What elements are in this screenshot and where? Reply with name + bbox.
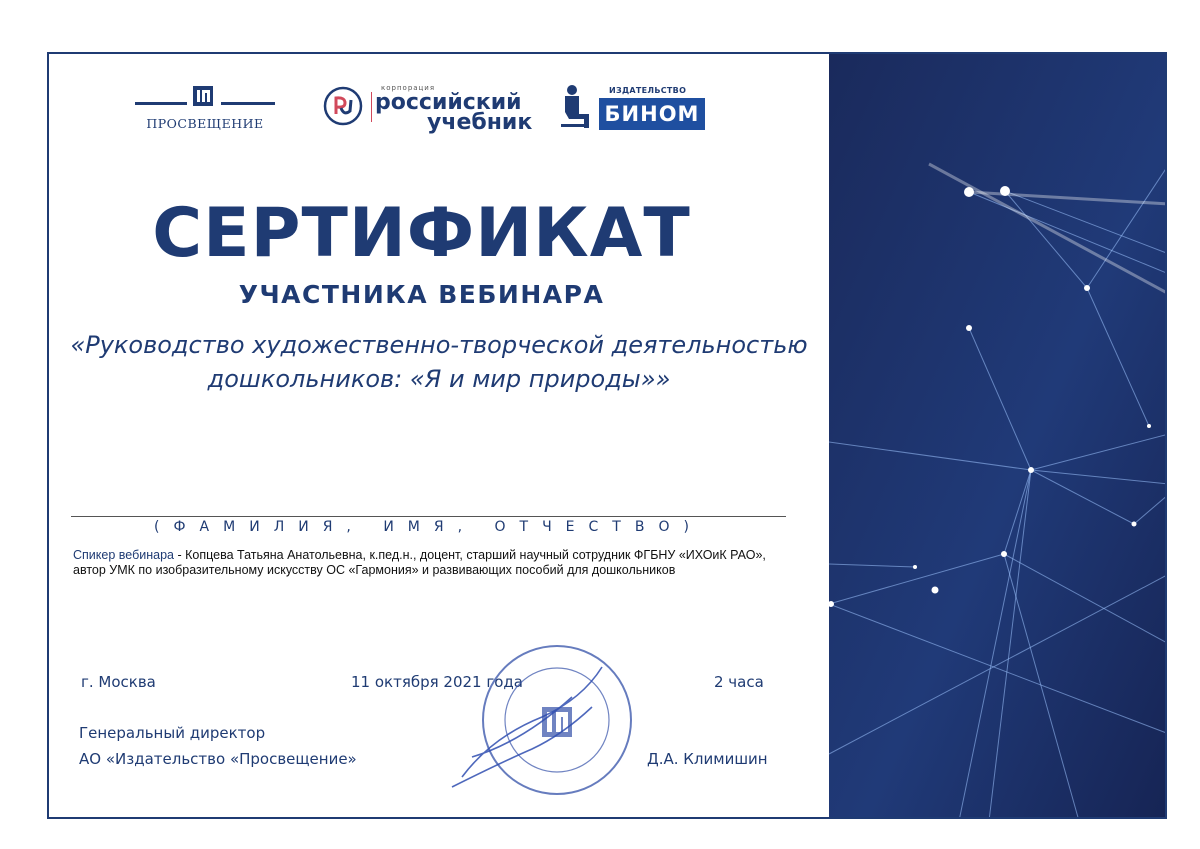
certificate — [47, 52, 1167, 819]
prosveshchenie-logo — [135, 84, 275, 134]
ru-wordmark-line2: учебник — [427, 110, 533, 135]
binom-publisher-label: ИЗДАТЕЛЬСТВО — [609, 86, 687, 95]
duration: 2 часа — [714, 673, 764, 691]
webinar-title — [49, 328, 829, 396]
director-title-line1: Генеральный директор — [79, 724, 266, 742]
ru-emblem-icon — [323, 86, 363, 126]
speaker-label: Спикер вебинара — [73, 548, 174, 562]
logo-separator — [371, 92, 372, 122]
webinar-title-line2: дошкольников: «Я и мир природы»» — [207, 365, 671, 393]
decorative-network-panel — [829, 54, 1167, 819]
webinar-title-line1: «Руководство художественно-творческой деятельностью — [70, 331, 808, 359]
participant-name-line — [71, 516, 786, 517]
certificate-title: СЕРТИФИКАТ — [152, 194, 691, 273]
speaker-info — [73, 548, 793, 578]
russian-textbook-logo — [323, 82, 533, 136]
city: г. Москва — [81, 673, 156, 691]
company-seal-and-signature — [432, 637, 647, 802]
seated-figure-icon — [559, 84, 593, 132]
date: 11 октября 2021 года — [351, 673, 523, 691]
speaker-text: - Копцева Татьяна Анатольевна, к.пед.н., доцент, старший научный сотрудник ФГБНУ «ИХОиК РАО», автор УМК по изобразительному искусству ОС «Гармония» и развивающих пособий для дошкольников — [73, 548, 766, 577]
director-name: Д.А. Климишин — [647, 750, 768, 768]
network-lines-graphic — [829, 54, 1167, 819]
prosveshchenie-wordmark: ПРОСВЕЩЕНИЕ — [146, 116, 264, 131]
certificate-subtitle: УЧАСТНИКА ВЕБИНАРА — [238, 280, 605, 309]
binom-logo — [559, 84, 709, 134]
logo-line-right — [221, 102, 275, 105]
participant-name-hint: (ФАМИЛИЯ, ИМЯ, ОТЧЕСТВО) — [154, 519, 703, 535]
binom-wordmark: БИНОМ — [599, 98, 705, 130]
prosveshchenie-mark-icon — [191, 84, 215, 108]
director-title-line2: АО «Издательство «Просвещение» — [79, 750, 357, 768]
ru-wordmark-line1: российский — [375, 90, 522, 115]
ru-corp-label: корпорация — [381, 84, 436, 92]
logo-line-left — [135, 102, 187, 105]
